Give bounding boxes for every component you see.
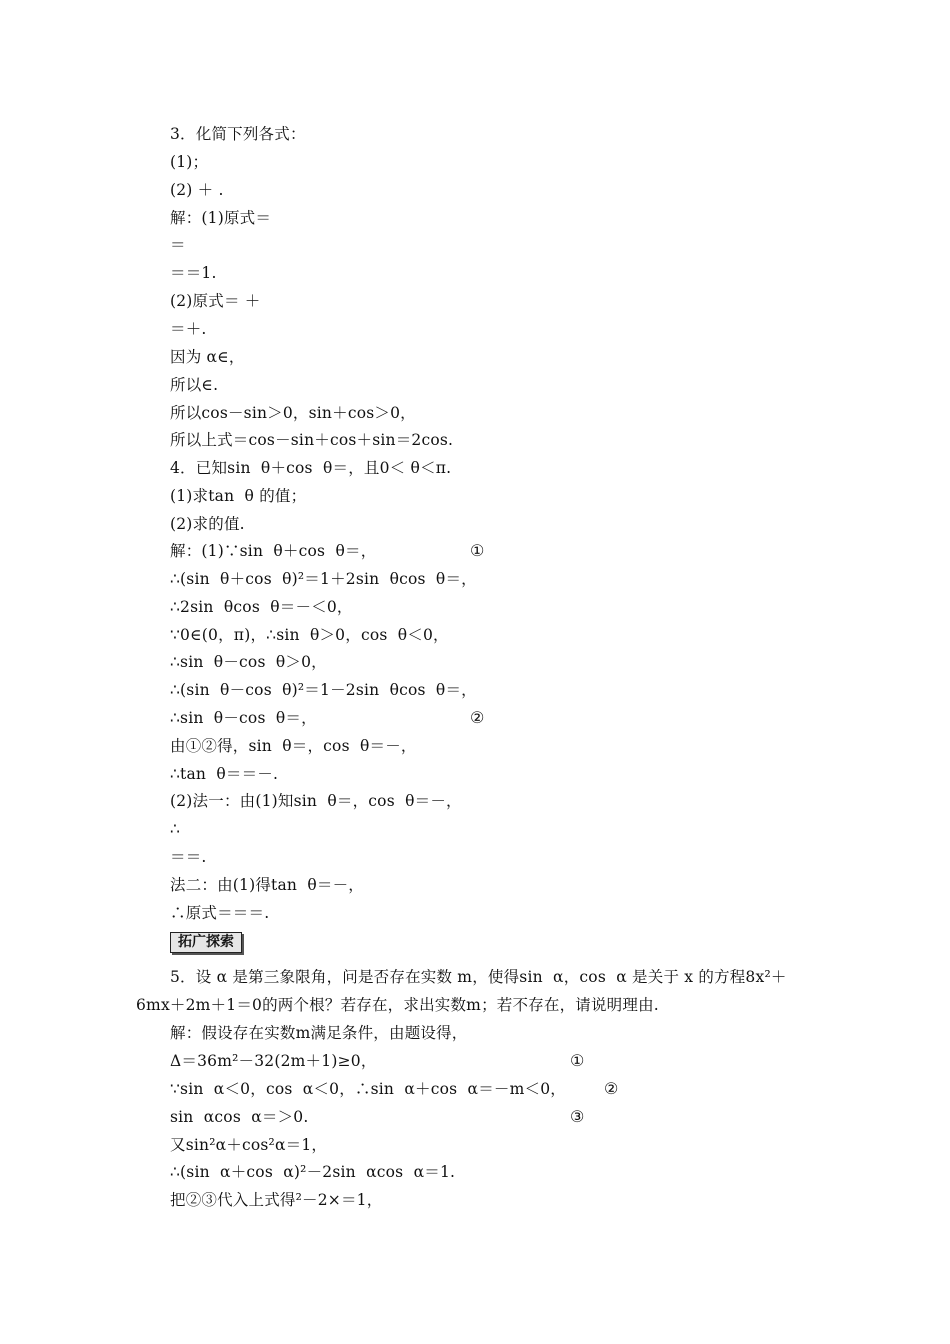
- equation-marker: ②: [604, 1079, 619, 1098]
- problem-4-title: 4．已知sin θ＋cos θ＝，且0＜ θ＜π.: [170, 459, 452, 477]
- text-line: 所以上式＝cos－sin＋cos＋sin＝2cos.: [170, 431, 454, 449]
- equation-marker: ②: [470, 708, 485, 727]
- text-line: ∴2sin θcos θ＝－＜0，: [170, 598, 353, 616]
- equation-marker: ①: [570, 1051, 585, 1070]
- text-line: 法二：由(1)得tan θ＝－，: [170, 876, 364, 894]
- text-line: (2) ＋ .: [170, 181, 224, 199]
- text-line: 所以∈.: [170, 376, 219, 394]
- text-line: 所以cos－sin＞0，sin＋cos＞0，: [170, 404, 416, 422]
- text-line: (1)；: [170, 153, 209, 171]
- text-line: 把②③代入上式得²－2×＝1，: [170, 1191, 383, 1209]
- text-line: 6mx＋2m＋1＝0的两个根？若存在，求出实数m；若不存在，请说明理由.: [136, 996, 659, 1014]
- section-tag-extension: 拓广探索: [170, 932, 242, 953]
- text-line: ∴原式＝＝＝.: [170, 904, 270, 922]
- text-line: ＝＝1.: [170, 264, 217, 282]
- text-line: 解：假设存在实数m满足条件，由题设得，: [170, 1024, 468, 1042]
- text-line: (2)原式＝ ＋: [170, 292, 261, 310]
- text-line: ＝＝.: [170, 848, 207, 866]
- text-line: ＝: [170, 236, 186, 254]
- text-line: ∵sin α＜0，cos α＜0，∴sin α＋cos α＝－m＜0，: [170, 1080, 566, 1098]
- text-line: ∵0∈(0，π)，∴sin θ＞0，cos θ＜0，: [170, 626, 449, 644]
- text-line: 又sin²α＋cos²α＝1，: [170, 1136, 328, 1154]
- text-line: (1)求tan θ 的值；: [170, 487, 307, 505]
- text-line: 因为 α∈，: [170, 348, 245, 366]
- equation-marker: ③: [570, 1107, 585, 1126]
- text-line: ∴sin θ－cos θ＞0，: [170, 653, 327, 671]
- problem-3-title: 3．化简下列各式：: [170, 125, 306, 143]
- text-line: sin αcos α＝＞0.: [170, 1108, 309, 1126]
- text-line: 由①②得，sin θ＝，cos θ＝－，: [170, 737, 417, 755]
- text-line: 解：(1)∵sin θ＋cos θ＝，: [170, 542, 377, 560]
- equation-marker: ①: [470, 541, 485, 560]
- text-line: ∴tan θ＝＝－.: [170, 765, 279, 783]
- text-line: ∴(sin α＋cos α)²－2sin αcos α＝1.: [170, 1163, 456, 1181]
- text-line: ∴: [170, 820, 181, 838]
- text-line: (2)法一：由(1)知sin θ＝，cos θ＝－，: [170, 792, 462, 810]
- text-line: ∴(sin θ＋cos θ)²＝1＋2sin θcos θ＝，: [170, 570, 477, 588]
- problem-5-title: 5．设 α 是第三象限角，问是否存在实数 m，使得sin α，cos α 是关于 x 的方程8x²＋: [170, 968, 787, 986]
- text-line: ∴(sin θ－cos θ)²＝1－2sin θcos θ＝，: [170, 681, 477, 699]
- text-line: ＝＋.: [170, 320, 207, 338]
- text-line: ∴sin θ－cos θ＝，: [170, 709, 317, 727]
- text-line: 解：(1)原式＝: [170, 209, 272, 227]
- text-line: Δ＝36m²－32(2m＋1)≥0，: [170, 1052, 377, 1070]
- text-line: (2)求的值.: [170, 515, 245, 533]
